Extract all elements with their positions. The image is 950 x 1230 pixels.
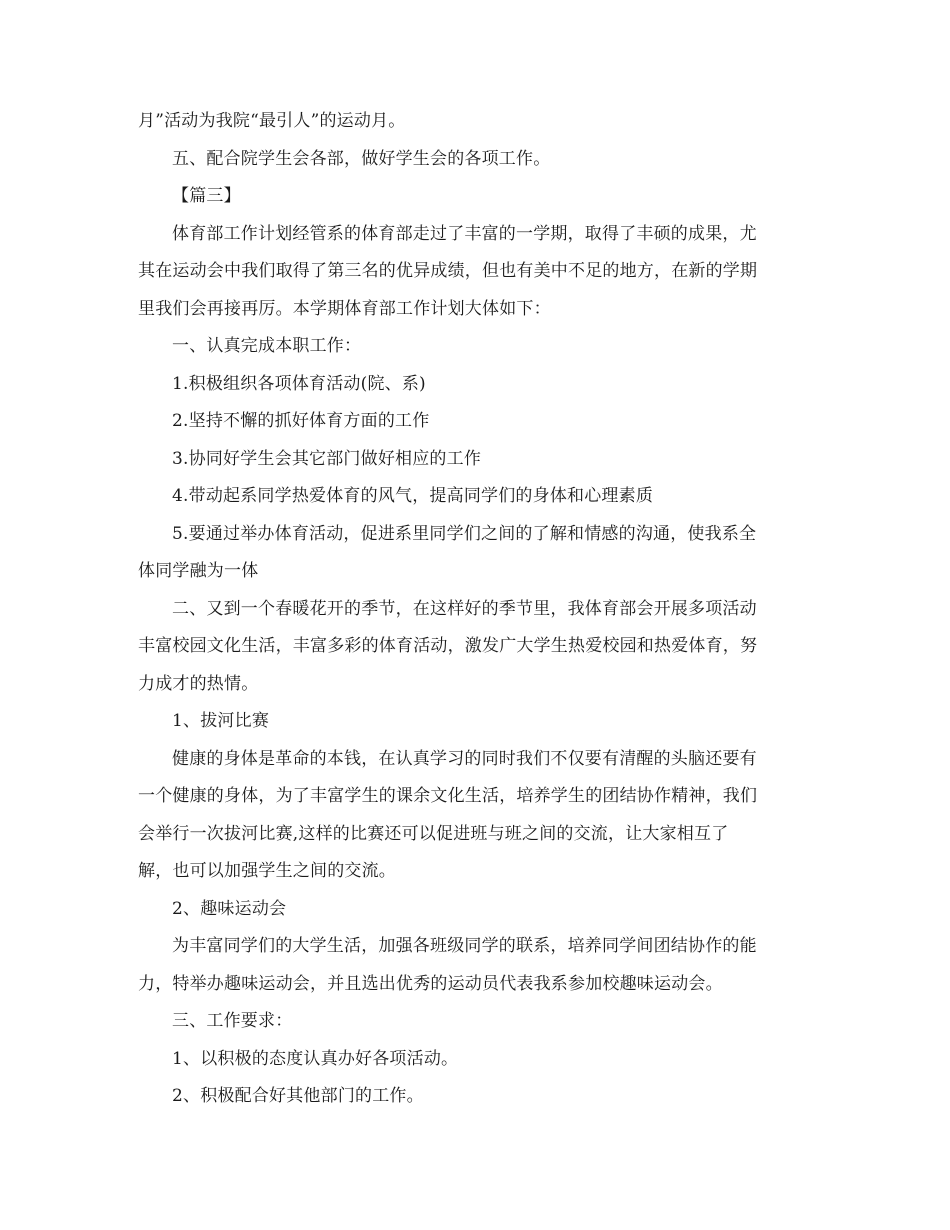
text-line: 月”活动为我院“最引人”的运动月。 <box>138 111 406 131</box>
text-line: 解，也可以加强学生之间的交流。 <box>138 861 396 881</box>
text-line: 1、以积极的态度认真办好各项活动。 <box>172 1049 459 1069</box>
text-line: 为丰富同学们的大学生活，加强各班级同学的联系，培养同学间团结协作的能 <box>172 936 757 956</box>
text-line: 力成才的热情。 <box>138 674 259 694</box>
text-line: 体同学融为一体 <box>138 561 259 581</box>
text-line: 2.坚持不懈的抓好体育方面的工作 <box>172 411 430 431</box>
text-line: 其在运动会中我们取得了第三名的优异成绩，但也有美中不足的地方，在新的学期 <box>138 261 758 281</box>
text-line: 健康的身体是革命的本钱，在认真学习的同时我们不仅要有清醒的头脑还要有 <box>172 749 757 769</box>
text-line: 2、积极配合好其他部门的工作。 <box>172 1086 424 1106</box>
text-line: 4.带动起系同学热爱体育的风气，提高同学们的身体和心理素质 <box>172 486 654 506</box>
text-line: 3.协同好学生会其它部门做好相应的工作 <box>172 449 482 469</box>
text-line: 一个健康的身体，为了丰富学生的课余文化生活，培养学生的团结协作精神，我们 <box>138 786 758 806</box>
text-line: 体育部工作计划经管系的体育部走过了丰富的一学期，取得了丰硕的成果，尤 <box>172 224 757 244</box>
text-line: 1、拔河比赛 <box>172 711 270 731</box>
text-line: 会举行一次拔河比赛,这样的比赛还可以促进班与班之间的交流，让大家相互了 <box>138 824 729 844</box>
text-line: 5.要通过举办体育活动，促进系里同学们之间的了解和情感的沟通，使我系全 <box>172 524 757 544</box>
text-line: 一、认真完成本职工作： <box>172 336 362 356</box>
text-line: 五、配合院学生会各部，做好学生会的各项工作。 <box>172 149 551 169</box>
text-line: 丰富校园文化生活，丰富多彩的体育活动，激发广大学生热爱校园和热爱体育，努 <box>138 636 758 656</box>
text-line: 2、趣味运动会 <box>172 899 287 919</box>
text-line: 力，特举办趣味运动会，并且选出优秀的运动员代表我系参加校趣味运动会。 <box>138 974 723 994</box>
text-line: 里我们会再接再厉。本学期体育部工作计划大体如下： <box>138 299 551 319</box>
text-line: 【篇三】 <box>172 186 241 206</box>
text-line: 二、又到一个春暖花开的季节，在这样好的季节里，我体育部会开展多项活动 <box>172 599 757 619</box>
text-line: 三、工作要求： <box>172 1011 293 1031</box>
text-line: 1.积极组织各项体育活动(院、系) <box>172 374 426 394</box>
